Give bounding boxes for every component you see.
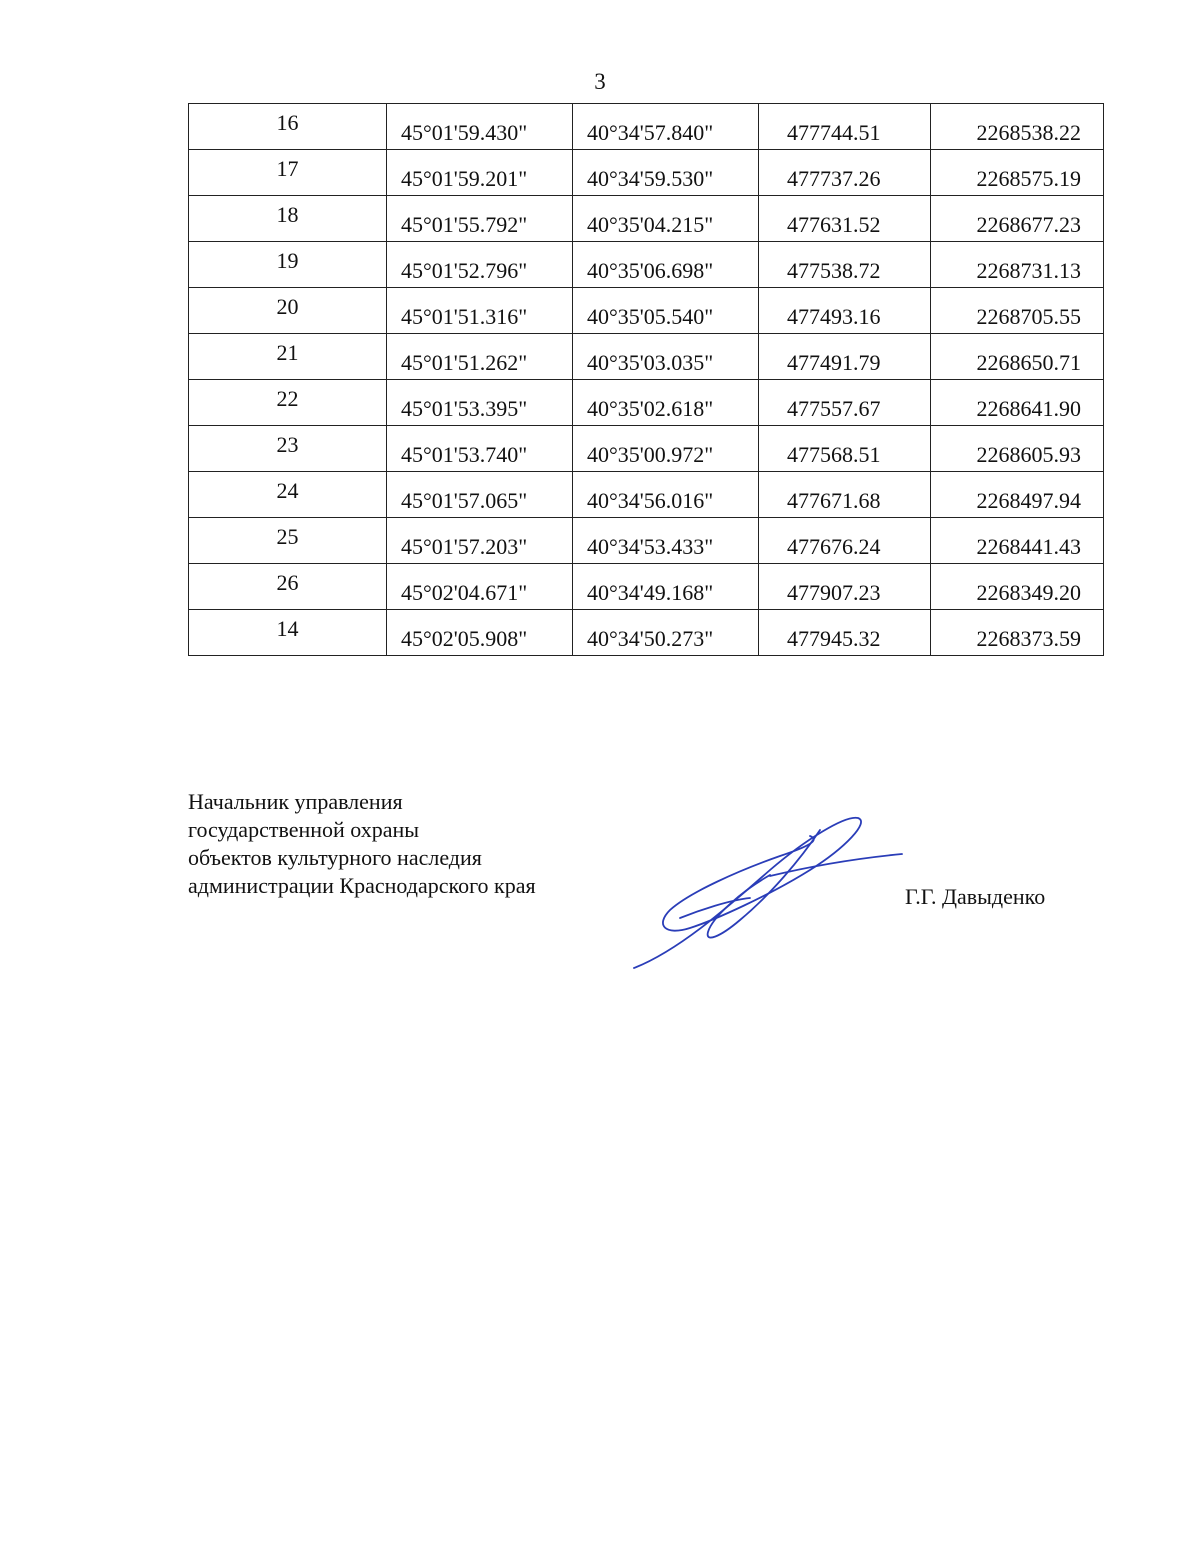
latitude-cell: 45°01'55.792" — [387, 196, 573, 242]
x-coordinate-cell: 477491.79 — [759, 334, 931, 380]
table-row — [189, 150, 1104, 196]
y-coordinate-cell: 2268650.71 — [931, 334, 1104, 380]
y-coordinate-cell: 2268731.13 — [931, 242, 1104, 288]
table-row — [189, 334, 1104, 380]
point-number-cell: 19 — [189, 242, 387, 288]
point-number-cell: 26 — [189, 564, 387, 610]
position-line: объектов культурного наследия — [188, 845, 482, 870]
point-number-cell: 21 — [189, 334, 387, 380]
x-coordinate-cell: 477945.32 — [759, 610, 931, 656]
point-number-cell: 24 — [189, 472, 387, 518]
y-coordinate-cell: 2268538.22 — [931, 104, 1104, 150]
table-row — [189, 518, 1104, 564]
y-coordinate-cell: 2268605.93 — [931, 426, 1104, 472]
x-coordinate-cell: 477631.52 — [759, 196, 931, 242]
latitude-cell: 45°01'57.203" — [387, 518, 573, 564]
point-number-cell: 14 — [189, 610, 387, 656]
longitude-cell: 40°34'59.530" — [573, 150, 759, 196]
table-row — [189, 472, 1104, 518]
table-row — [189, 380, 1104, 426]
point-number-cell: 20 — [189, 288, 387, 334]
latitude-cell: 45°01'53.740" — [387, 426, 573, 472]
latitude-cell: 45°01'57.065" — [387, 472, 573, 518]
position-line: администрации Краснодарского края — [188, 873, 536, 898]
x-coordinate-cell: 477744.51 — [759, 104, 931, 150]
y-coordinate-cell: 2268441.43 — [931, 518, 1104, 564]
coordinates-table-body — [189, 104, 1104, 656]
point-number-cell: 18 — [189, 196, 387, 242]
x-coordinate-cell: 477676.24 — [759, 518, 931, 564]
x-coordinate-cell: 477568.51 — [759, 426, 931, 472]
position-line: государственной охраны — [188, 817, 420, 842]
table-row — [189, 104, 1104, 150]
longitude-cell: 40°35'02.618" — [573, 380, 759, 426]
longitude-cell: 40°35'00.972" — [573, 426, 759, 472]
latitude-cell: 45°02'05.908" — [387, 610, 573, 656]
y-coordinate-cell: 2268373.59 — [931, 610, 1104, 656]
longitude-cell: 40°34'53.433" — [573, 518, 759, 564]
table-row — [189, 242, 1104, 288]
signatory-position — [188, 788, 536, 900]
latitude-cell: 45°01'51.316" — [387, 288, 573, 334]
x-coordinate-cell: 477493.16 — [759, 288, 931, 334]
longitude-cell: 40°34'57.840" — [573, 104, 759, 150]
longitude-cell: 40°35'03.035" — [573, 334, 759, 380]
y-coordinate-cell: 2268349.20 — [931, 564, 1104, 610]
table-row — [189, 288, 1104, 334]
y-coordinate-cell: 2268575.19 — [931, 150, 1104, 196]
page-number: 3 — [594, 69, 606, 94]
point-number-cell: 23 — [189, 426, 387, 472]
signatory-name: Г.Г. Давыденко — [905, 884, 1046, 909]
longitude-cell: 40°35'05.540" — [573, 288, 759, 334]
point-number-cell: 25 — [189, 518, 387, 564]
y-coordinate-cell: 2268497.94 — [931, 472, 1104, 518]
y-coordinate-cell: 2268705.55 — [931, 288, 1104, 334]
longitude-cell: 40°35'06.698" — [573, 242, 759, 288]
y-coordinate-cell: 2268677.23 — [931, 196, 1104, 242]
latitude-cell: 45°01'51.262" — [387, 334, 573, 380]
point-number-cell: 22 — [189, 380, 387, 426]
x-coordinate-cell: 477907.23 — [759, 564, 931, 610]
latitude-cell: 45°01'59.430" — [387, 104, 573, 150]
longitude-cell: 40°34'56.016" — [573, 472, 759, 518]
latitude-cell: 45°01'59.201" — [387, 150, 573, 196]
longitude-cell: 40°34'49.168" — [573, 564, 759, 610]
latitude-cell: 45°01'52.796" — [387, 242, 573, 288]
x-coordinate-cell: 477557.67 — [759, 380, 931, 426]
latitude-cell: 45°02'04.671" — [387, 564, 573, 610]
handwritten-signature — [620, 800, 920, 980]
y-coordinate-cell: 2268641.90 — [931, 380, 1104, 426]
point-number-cell: 17 — [189, 150, 387, 196]
table-row — [189, 564, 1104, 610]
latitude-cell: 45°01'53.395" — [387, 380, 573, 426]
table-row — [189, 426, 1104, 472]
longitude-cell: 40°34'50.273" — [573, 610, 759, 656]
longitude-cell: 40°35'04.215" — [573, 196, 759, 242]
table-row — [189, 610, 1104, 656]
x-coordinate-cell: 477671.68 — [759, 472, 931, 518]
position-line: Начальник управления — [188, 789, 403, 814]
table-row — [189, 196, 1104, 242]
x-coordinate-cell: 477538.72 — [759, 242, 931, 288]
coordinates-table — [188, 103, 1104, 656]
x-coordinate-cell: 477737.26 — [759, 150, 931, 196]
point-number-cell: 16 — [189, 104, 387, 150]
